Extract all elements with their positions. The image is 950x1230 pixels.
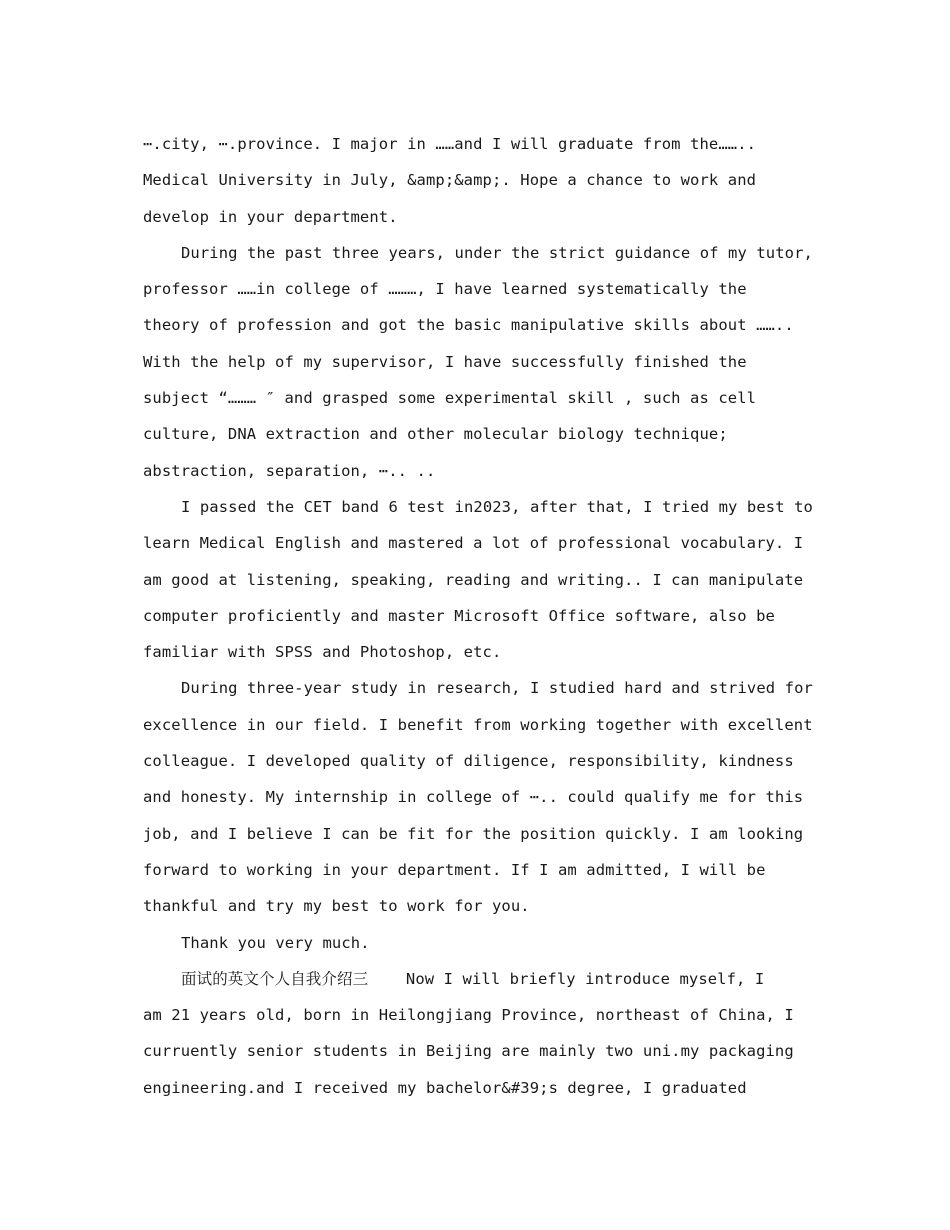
text-line: am 21 years old, born in Heilongjiang Province, northeast of China, I xyxy=(143,1006,794,1025)
text-line: am good at listening, speaking, reading and writing.. I can manipulate xyxy=(143,570,804,589)
text-line: professor ……in college of ………, I have learned systematically the xyxy=(143,280,747,299)
text-line: and honesty. My internship in college of ⋯.. could qualify me for this xyxy=(143,788,804,807)
paragraph-start-line: During the past three years, under the strict guidance of my tutor, xyxy=(181,243,813,262)
paragraph-start-line: I passed the CET band 6 test in2023, after that, I tried my best to xyxy=(181,497,813,516)
text-line: Medical University in July, &amp;&amp;. Hope a chance to work and xyxy=(143,171,757,190)
text-line: abstraction, separation, ⋯.. .. xyxy=(143,461,436,480)
text-line: colleague. I developed quality of diligence, responsibility, kindness xyxy=(143,752,794,771)
paragraph-start-line: Thank you very much. xyxy=(181,933,370,952)
text-line: develop in your department. xyxy=(143,207,398,226)
text-line: subject “……… ″ and grasped some experimental skill , such as cell xyxy=(143,389,757,408)
document-body xyxy=(143,126,811,1106)
text-line: learn Medical English and mastered a lot of professional vocabulary. I xyxy=(143,534,804,553)
text-line: excellence in our field. I benefit from working together with excellent xyxy=(143,715,813,734)
text-line: familiar with SPSS and Photoshop, etc. xyxy=(143,643,502,662)
text-line: engineering.and I received my bachelor&#39;s degree, I graduated xyxy=(143,1078,747,1097)
text-line: thankful and try my best to work for you. xyxy=(143,897,530,916)
text-line: computer proficiently and master Microsoft Office software, also be xyxy=(143,606,775,625)
text-line: forward to working in your department. If I am admitted, I will be xyxy=(143,860,766,879)
text-line: job, and I believe I can be fit for the position quickly. I am looking xyxy=(143,824,804,843)
text-line: ⋯.city, ⋯.province. I major in ……and I will graduate from the…….. xyxy=(143,135,757,153)
paragraph-start-line: During three-year study in research, I studied hard and strived for xyxy=(181,679,813,698)
section-heading-line: 面试的英文个人自我介绍三 Now I will briefly introduce myself, I xyxy=(181,969,765,988)
text-line: With the help of my supervisor, I have successfully finished the xyxy=(143,352,747,371)
text-line: theory of profession and got the basic manipulative skills about …….. xyxy=(143,316,794,335)
text-line: culture, DNA extraction and other molecular biology technique; xyxy=(143,425,728,444)
text-line: curruently senior students in Beijing are mainly two uni.my packaging xyxy=(143,1042,794,1061)
